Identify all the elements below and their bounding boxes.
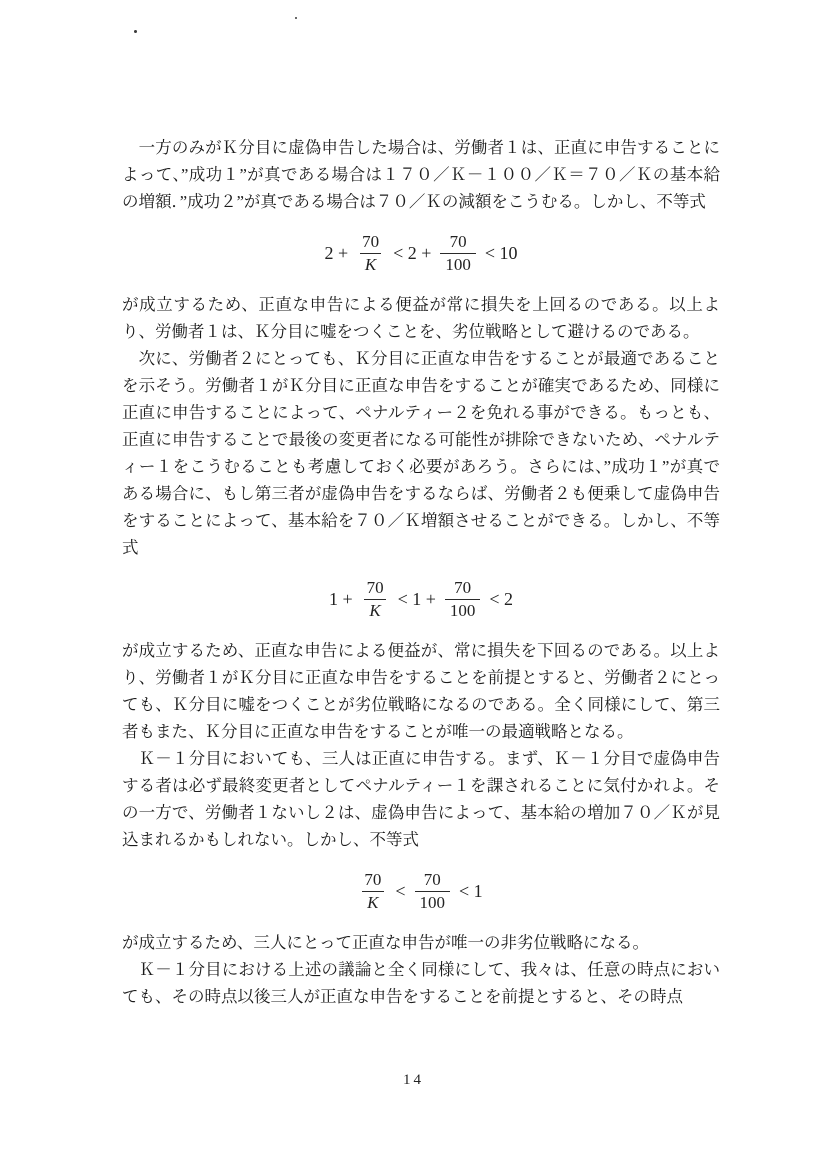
fraction-numerator: 70 <box>364 870 382 890</box>
document-text-block <box>122 134 720 1010</box>
paragraph-k-minus-1-argument: Ｋ－１分目においても、三人は正直に申告する。まず、Ｋ－１分目で虚偽申告する者は必ず最終変更者としてペナルティー１を課されることに気付かれよ。その一方で、労働者１ないし２は、虚偽申告によって、基本給の増加７０／Ｋが見込まれるかもしれない。しかし、不等式 <box>122 749 720 850</box>
formula-term: < 1 + <box>397 588 436 609</box>
formula-term: < 2 + <box>393 242 432 263</box>
page-number: 14 <box>403 1072 424 1088</box>
fraction-70-over-100 <box>440 232 476 274</box>
paragraph-honest-report-case: 一方のみがＫ分目に虚偽申告した場合は、労働者１は、正直に申告することによって、”成功１”が真である場合は１７０／Ｋ－１００／Ｋ＝７０／Ｋの基本給の増額．”成功２”が真である場合は７０／Ｋの減額をこうむる。しかし、不等式 <box>122 138 720 211</box>
scan-speck <box>134 30 137 33</box>
formula-inequality-3 <box>122 870 720 912</box>
fraction-70-over-100 <box>415 870 451 912</box>
fraction-denominator: 100 <box>415 891 451 913</box>
fraction-numerator: 70 <box>362 232 380 251</box>
fraction-denominator: 100 <box>440 253 476 275</box>
fraction-denominator: K <box>364 599 385 621</box>
paragraph-worker2-conclusion: が成立するため、正直な申告による便益が、常に損失を下回るのである。以上より、労働者１がＫ分目に正直な申告をすることを前提とすると、労働者２にとっても、Ｋ分目に嘘をつくことが劣位戦略になるのである。全く同様にして、第三者もまた、Ｋ分目に正直な申告をすることが唯一の最適戦略となる。 <box>122 641 720 742</box>
fraction-denominator: K <box>360 253 381 275</box>
fraction-70-over-100 <box>445 578 481 620</box>
paragraph-worker1-conclusion: が成立するため、正直な申告による便益が常に損失を上回るのである。以上より、労働者１は、Ｋ分目に嘘をつくことを、劣位戦略として避けるのである。 <box>122 295 720 342</box>
fraction-denominator: K <box>362 891 383 913</box>
formula-term: < 10 <box>484 242 518 263</box>
paragraph-k-minus-1-conclusion: が成立するため、三人にとって正直な申告が唯一の非劣位戦略になる。 <box>122 933 650 953</box>
scan-speck <box>295 17 297 19</box>
paragraph-worker2-argument: 次に、労働者２にとっても、Ｋ分目に正直な申告をすることが最適であることを示そう。労働者１がＫ分目に正直な申告をすることが確実であるため、同様に正直に申告することによって、ペナルティー２を免れる事ができる。もっとも、正直に申告することで最後の変更者になる可能性が排除できないため、ペナルティー１をこうむることも考慮しておく必要があろう。さらには、”成功１”が真である場合に、もし第三者が虚偽申告をするならば、労働者２も便乗して虚偽申告をすることによって、基本給を７０／Ｋ増額させることができる。しかし、不等式 <box>122 349 720 558</box>
formula-term: < 2 <box>489 588 514 609</box>
fraction-70-over-K <box>359 870 386 912</box>
formula-inequality-1 <box>122 232 720 274</box>
formula-inequality-2 <box>122 578 720 620</box>
formula-term: < 1 <box>459 880 483 901</box>
fraction-numerator: 70 <box>454 578 472 598</box>
formula-term: < <box>395 880 406 901</box>
fraction-denominator: 100 <box>445 599 481 621</box>
formula-term: 1 + <box>328 588 353 609</box>
fraction-70-over-K <box>362 578 389 620</box>
fraction-numerator: 70 <box>449 232 467 251</box>
fraction-70-over-K <box>357 232 384 274</box>
fraction-numerator: 70 <box>423 870 441 890</box>
paragraph-induction-argument: Ｋ－１分目における上述の議論と全く同様にして、我々は、任意の時点においても、その時点以後三人が正直な申告をすることを前提とすると、その時点 <box>122 960 720 1007</box>
formula-term: 2 + <box>324 242 349 263</box>
fraction-numerator: 70 <box>366 578 384 598</box>
